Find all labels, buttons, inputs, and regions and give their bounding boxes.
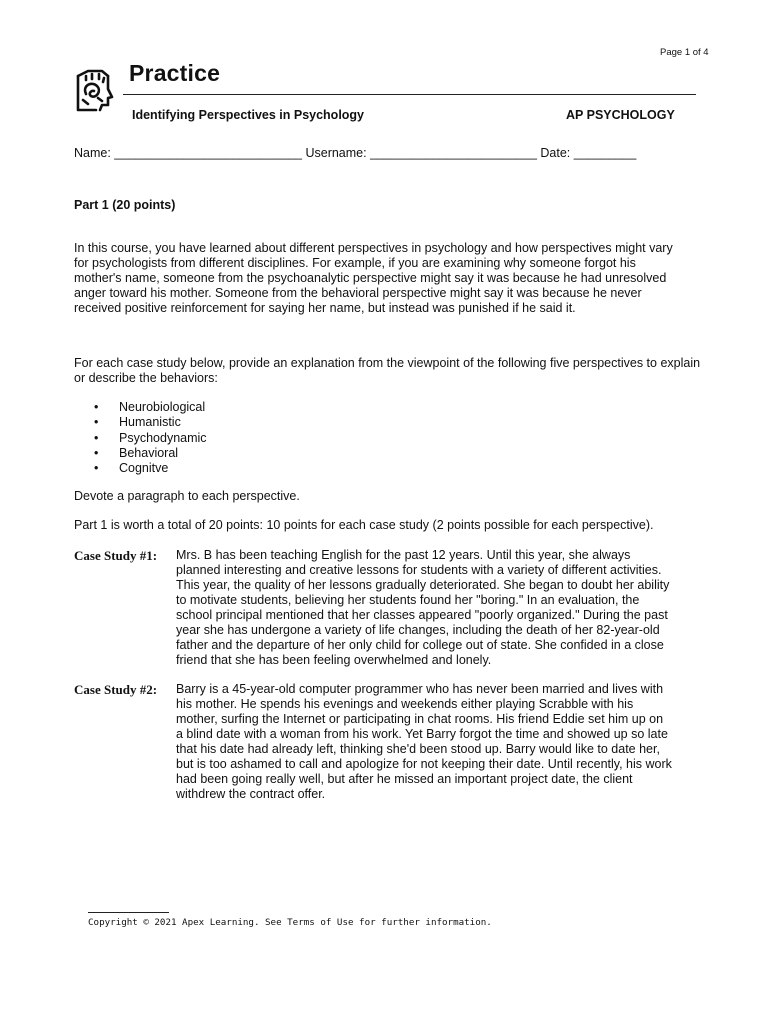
header-rule xyxy=(123,94,696,95)
head-with-brain-icon xyxy=(74,67,114,113)
assignment-subtitle: Identifying Perspectives in Psychology xyxy=(132,108,365,122)
points-instruction: Part 1 is worth a total of 20 points: 10 points for each case study (2 points possible for each perspective). xyxy=(74,518,654,532)
list-item: • Behavioral xyxy=(94,446,207,461)
perspectives-list xyxy=(94,400,207,476)
instructions-paragraph: For each case study below, provide an explanation from the viewpoint of the following five perspectives to explain or describe the behaviors: xyxy=(74,356,701,385)
student-info-row: Name: ___________________________ Username: ________________________ Date: _________ xyxy=(74,146,637,160)
copyright-footer: Copyright © 2021 Apex Learning. See Terms of Use for further information. xyxy=(88,917,492,928)
list-item: • Psychodynamic xyxy=(94,431,207,446)
course-name: AP PSYCHOLOGY xyxy=(566,108,675,122)
footnote-rule xyxy=(88,912,169,913)
case-study-label: Case Study #2: xyxy=(74,682,158,697)
list-item: • Cognitve xyxy=(94,461,207,476)
case-study-text: Mrs. B has been teaching English for the past 12 years. Until this year, she always planned interesting and creative lessons for students with a variety of different activities. This year, the quality of her lessons gradually deteriorated. She began to doubt her ability to motivate students, believing her students found her "boring." In an evaluation, the school principal mentioned that her classes appeared "poorly organized." During the past year she has undergone a variety of life changes, including the death of her 82-year-old father and the departure of her only child for college out of state. She confided in a close friend that she has been feeling overwhelmed and lonely. xyxy=(176,548,670,667)
part-heading: Part 1 (20 points) xyxy=(74,198,176,212)
case-study-label: Case Study #1: xyxy=(74,548,158,563)
page-number: Page 1 of 4 xyxy=(660,47,709,58)
list-item: • Neurobiological xyxy=(94,400,207,415)
case-study-text: Barry is a 45-year-old computer programmer who has never been married and lives with his mother. He spends his evenings and weekends either playing Scrabble with his mother, surfing the Internet or participating in chat rooms. His friend Eddie set him up on a blind date with a woman from his work. Yet Barry forgot the time and showed up so late that his date had already left, thinking she'd been stood up. Barry would like to date her, but is too ashamed to call and apologize for not keeping their date. Until recently, his work had been going really well, but after he missed an important project date, the client withdrew the contract offer. xyxy=(176,682,672,801)
page-title: Practice xyxy=(129,60,221,86)
intro-paragraph: In this course, you have learned about different perspectives in psychology and how perspectives might vary for psychologists from different disciplines. For example, if you are examining why someone forgot his mother's name, someone from the psychoanalytic perspective might say it was because he had unresolved anger toward his mother. Someone from the behavioral perspective might say it was because he never received positive reinforcement for saying her name, but instead was punished if he said it. xyxy=(74,241,673,315)
devote-instruction: Devote a paragraph to each perspective. xyxy=(74,489,300,503)
list-item: • Humanistic xyxy=(94,415,207,430)
